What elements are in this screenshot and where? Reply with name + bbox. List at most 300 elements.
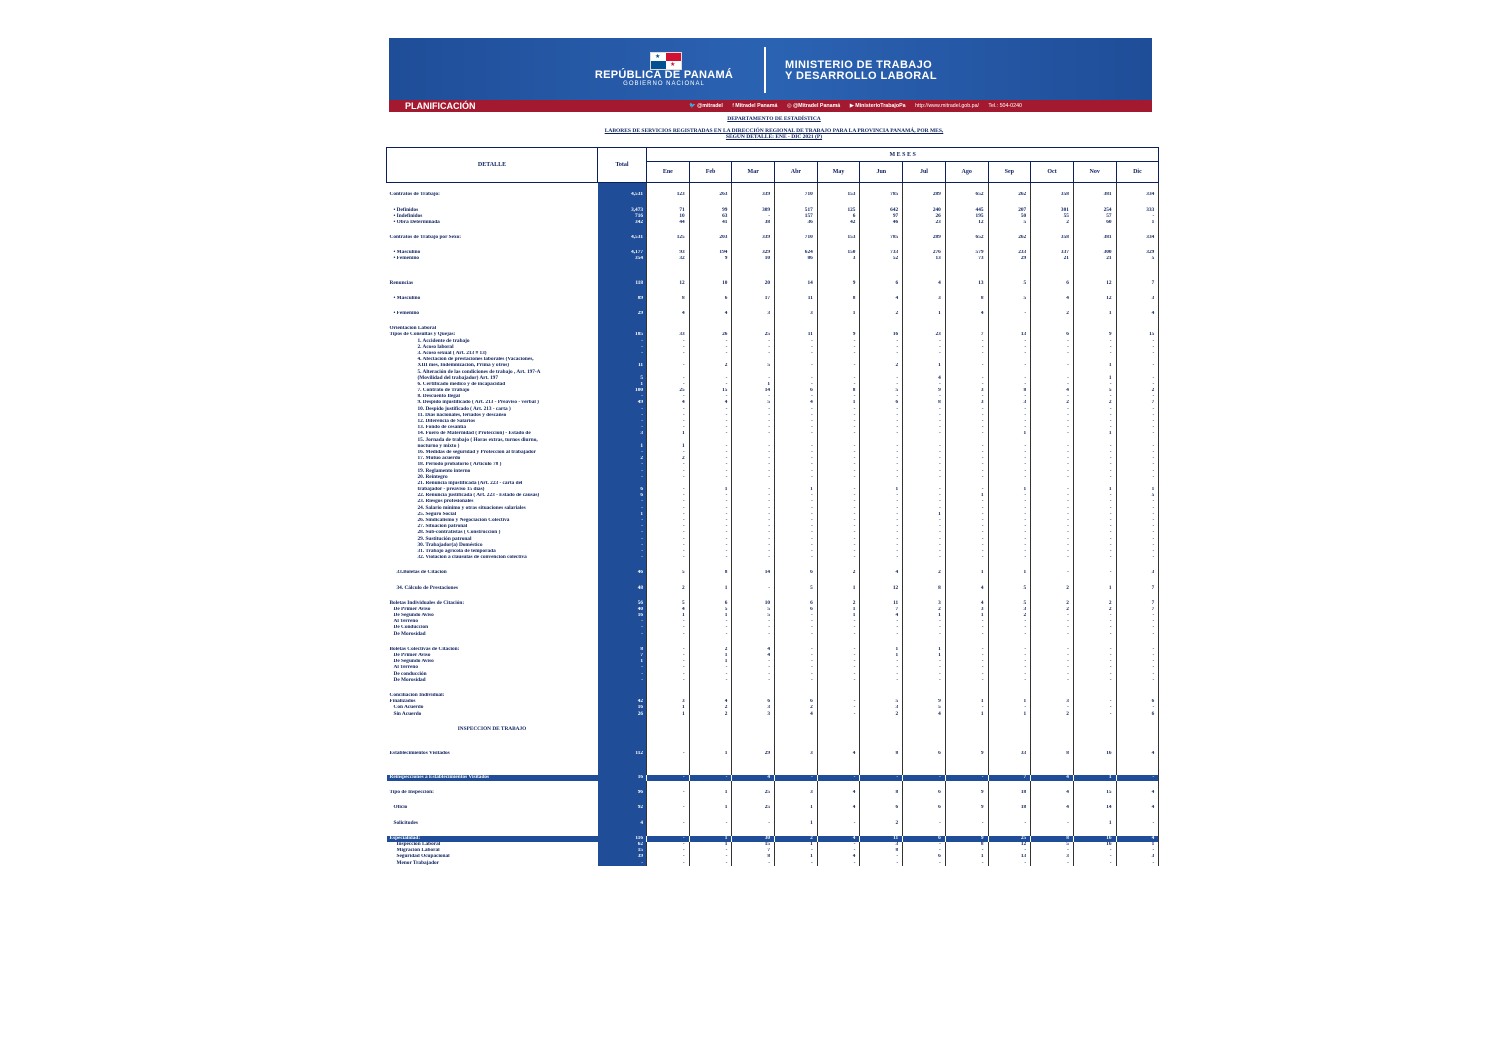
month-cell: - (732, 585, 775, 591)
spacer-cell (387, 561, 598, 570)
month-cell: 5 (988, 296, 1031, 302)
month-cell: - (1031, 536, 1074, 542)
month-cell: - (988, 631, 1031, 637)
table-row (387, 198, 1159, 207)
month-cell: - (689, 468, 732, 474)
facebook-link[interactable]: f Mitradel Panamá (732, 103, 778, 109)
spacer-cell (387, 796, 598, 805)
month-cell: 1 (689, 585, 732, 591)
total-cell: - (598, 344, 647, 350)
spacer-cell (903, 302, 946, 311)
month-cell: - (732, 338, 775, 344)
month-cell: 5 (988, 280, 1031, 286)
month-cell: - (647, 394, 690, 400)
month-cell: 4 (689, 699, 732, 705)
total-cell: - (598, 530, 647, 536)
month-cell: - (689, 493, 732, 499)
month-cell: - (732, 413, 775, 419)
total-cell: 96 (598, 790, 647, 796)
row-label: Oficio (393, 805, 408, 811)
spacer-cell (647, 561, 690, 570)
month-cell: - (647, 425, 690, 431)
spacer-cell (817, 183, 860, 193)
month-cell: 9 (945, 805, 988, 811)
row-label: Solicitudes (393, 820, 418, 826)
spacer-cell (1031, 302, 1074, 311)
month-cell: 733 (860, 250, 903, 256)
month-cell: 46 (860, 220, 903, 226)
month-cell: - (647, 518, 690, 524)
month-cell: - (817, 631, 860, 637)
spacer-cell (945, 561, 988, 570)
spacer-cell (1116, 271, 1159, 280)
month-cell: - (988, 555, 1031, 561)
month-cell: - (817, 456, 860, 462)
spacer-cell (817, 287, 860, 296)
month-cell: - (903, 619, 946, 625)
month-cell: - (1031, 860, 1074, 866)
total-cell: 11 (598, 363, 647, 369)
month-cell: 1 (775, 854, 818, 860)
month-cell: - (817, 699, 860, 705)
month-cell: 2 (1073, 400, 1116, 406)
spacer-cell (647, 302, 690, 311)
month-cell: 579 (945, 250, 988, 256)
month-cell: 240 (903, 207, 946, 213)
row-label: • Definidos (393, 207, 419, 213)
month-header-jul: Jul (903, 162, 946, 183)
month-cell: 5 (1116, 256, 1159, 262)
month-cell: - (945, 450, 988, 456)
month-cell: 1 (817, 613, 860, 619)
month-cell: - (1031, 820, 1074, 826)
month-cell: - (817, 647, 860, 653)
month-cell: 1 (903, 311, 946, 317)
spacer-cell (732, 262, 775, 271)
spacer-cell (817, 638, 860, 647)
website-link[interactable]: http://www.mitradel.gob.pa/ (915, 103, 979, 109)
detalle-header: DETALLE (387, 148, 598, 183)
spacer-cell (1116, 241, 1159, 250)
month-cell: 55 (1031, 213, 1074, 219)
month-cell: - (1031, 555, 1074, 561)
row-label: XIII mes, Indemnización, Prima y otros) (417, 363, 510, 369)
month-cell: 262 (988, 192, 1031, 198)
spacer-cell (387, 262, 598, 271)
spacer-cell (1073, 796, 1116, 805)
month-cell: - (732, 860, 775, 866)
spacer-cell (903, 733, 946, 742)
month-cell: 2 (1031, 311, 1074, 317)
social-links (689, 100, 1030, 112)
month-cell: - (1116, 468, 1159, 474)
spacer-cell (860, 717, 903, 726)
month-cell: - (647, 351, 690, 357)
month-cell: - (647, 363, 690, 369)
table-row (387, 287, 1159, 296)
row-label: 17. Mutuo acuerdo (417, 455, 461, 462)
month-cell: 5 (647, 600, 690, 606)
spacer-cell (903, 766, 946, 775)
spacer-cell (945, 262, 988, 271)
spacer-cell (647, 317, 690, 326)
month-cell: - (732, 555, 775, 561)
row-label: Sin Acuerdo (393, 711, 422, 717)
month-cell: - (775, 468, 818, 474)
month-cell: - (1116, 474, 1159, 480)
month-cell: 4 (689, 400, 732, 406)
spacer-cell (1073, 241, 1116, 250)
month-cell: 2 (1031, 607, 1074, 613)
row-label: 7. Contrato de Trabajo (417, 387, 470, 394)
month-header-abr: Abr (775, 162, 818, 183)
month-cell: 52 (860, 256, 903, 262)
month-cell: - (775, 860, 818, 866)
month-cell: - (860, 462, 903, 468)
month-cell: - (647, 677, 690, 683)
month-cell: 7 (1116, 585, 1159, 591)
month-cell: - (945, 394, 988, 400)
spacer-cell (598, 317, 647, 326)
month-cell: - (775, 425, 818, 431)
month-cell: - (1073, 536, 1116, 542)
spacer-cell (1031, 781, 1074, 790)
month-cell: - (988, 647, 1031, 653)
month-cell: - (817, 344, 860, 350)
spacer-cell (387, 638, 598, 647)
month-cell: - (903, 659, 946, 665)
spacer-cell (1116, 781, 1159, 790)
month-cell: 153 (817, 235, 860, 241)
month-cell: - (689, 512, 732, 518)
month-cell: - (775, 363, 818, 369)
month-cell: 1 (988, 431, 1031, 437)
total-cell: 342 (598, 220, 647, 226)
month-cell: - (817, 653, 860, 659)
row-label: Contratos de Trabajo por Sexo: (389, 234, 462, 241)
month-cell: 6 (860, 805, 903, 811)
month-cell: - (1073, 555, 1116, 561)
month-cell: - (1073, 860, 1116, 866)
month-cell: - (903, 848, 946, 854)
month-cell: - (1116, 505, 1159, 511)
month-cell: - (775, 443, 818, 449)
spacer-cell (988, 757, 1031, 766)
month-cell: - (860, 338, 903, 344)
month-cell: - (689, 631, 732, 637)
spacer-cell (1116, 757, 1159, 766)
spacer-cell (775, 561, 818, 570)
month-cell: 2 (1031, 600, 1074, 606)
spacer-cell (860, 811, 903, 820)
month-cell: - (817, 775, 860, 781)
total-cell: 1 (598, 443, 647, 449)
month-cell: 44 (647, 220, 690, 226)
spacer-cell (860, 766, 903, 775)
month-cell: 12 (1073, 296, 1116, 302)
month-cell: - (903, 625, 946, 631)
month-cell: - (647, 790, 690, 796)
month-cell: 2 (988, 613, 1031, 619)
row-label: Al Terreno (393, 665, 418, 671)
month-cell: 339 (732, 235, 775, 241)
spacer-cell (1116, 733, 1159, 742)
month-cell: 6 (775, 600, 818, 606)
month-cell: - (817, 351, 860, 357)
month-cell: - (732, 462, 775, 468)
month-cell: - (988, 505, 1031, 511)
month-cell: - (945, 474, 988, 480)
month-cell: - (1116, 512, 1159, 518)
spacer-cell (387, 271, 598, 280)
row-label: Renuncias (389, 280, 414, 286)
youtube-link[interactable]: ▶ MinisterioTrabajoPa (849, 103, 906, 109)
row-label: 29. Sustitución patronal (417, 536, 472, 542)
spacer-cell (647, 827, 690, 836)
month-cell: - (860, 549, 903, 555)
month-cell: - (775, 677, 818, 683)
row-label: 2. Acoso laboral (417, 344, 454, 350)
spacer-cell (817, 684, 860, 693)
spacer-cell (647, 226, 690, 235)
month-header-feb: Feb (689, 162, 732, 183)
month-cell: 4 (1031, 388, 1074, 394)
month-cell: 11 (775, 296, 818, 302)
total-cell: - (598, 671, 647, 677)
month-cell: - (988, 860, 1031, 866)
table-row (387, 860, 1159, 866)
month-cell: 41 (689, 220, 732, 226)
month-cell: - (817, 705, 860, 711)
month-cell: - (732, 351, 775, 357)
spacer-cell (1031, 576, 1074, 585)
month-cell: - (988, 512, 1031, 518)
month-cell: - (860, 555, 903, 561)
month-cell: 6 (775, 388, 818, 394)
month-cell: - (647, 406, 690, 412)
month-cell: - (647, 413, 690, 419)
month-cell: 7 (860, 607, 903, 613)
spacer-cell (1073, 317, 1116, 326)
spacer-cell (387, 757, 598, 766)
month-cell: - (1031, 677, 1074, 683)
total-header: Total (598, 148, 647, 183)
month-cell: - (988, 499, 1031, 505)
month-cell: - (1073, 338, 1116, 344)
spacer-cell (689, 576, 732, 585)
table-row (387, 591, 1159, 600)
month-cell: 16 (1073, 836, 1116, 842)
month-cell: 14 (775, 280, 818, 286)
month-cell: - (732, 505, 775, 511)
row-label: Especialidad: (387, 836, 598, 842)
month-cell: - (1031, 505, 1074, 511)
month-cell: - (988, 311, 1031, 317)
month-cell: - (689, 413, 732, 419)
spacer-cell (988, 576, 1031, 585)
month-cell: 3 (1031, 854, 1074, 860)
total-cell: - (598, 518, 647, 524)
month-cell: 7 (732, 848, 775, 854)
spacer-cell (775, 757, 818, 766)
month-cell: - (1031, 631, 1074, 637)
spacer-cell (988, 733, 1031, 742)
total-cell: - (598, 468, 647, 474)
spacer-cell (647, 757, 690, 766)
table-row (387, 262, 1159, 271)
month-cell: - (988, 820, 1031, 826)
month-cell: - (1031, 625, 1074, 631)
month-cell: 4 (817, 854, 860, 860)
month-cell: 445 (945, 207, 988, 213)
month-cell: 8 (945, 842, 988, 848)
month-cell: - (689, 536, 732, 542)
month-cell: 1 (775, 842, 818, 848)
spacer-cell (860, 317, 903, 326)
month-cell: - (1031, 665, 1074, 671)
instagram-link[interactable]: ◎ @Mitradel Panamá (786, 103, 841, 109)
month-cell: - (1073, 631, 1116, 637)
spacer-cell (598, 287, 647, 296)
month-cell: - (1116, 671, 1159, 677)
month-cell: - (817, 677, 860, 683)
month-cell: 642 (860, 207, 903, 213)
month-cell: - (775, 625, 818, 631)
month-cell: 15 (732, 842, 775, 848)
month-cell: 1 (817, 400, 860, 406)
total-cell: - (598, 555, 647, 561)
twitter-link[interactable]: 🐦 @mitradel (689, 103, 723, 109)
month-cell: 7 (1116, 600, 1159, 606)
month-cell: - (860, 375, 903, 381)
month-cell: - (817, 443, 860, 449)
month-cell: - (1073, 468, 1116, 474)
spacer-cell (1073, 733, 1116, 742)
month-cell: 5 (732, 607, 775, 613)
month-cell: 3 (860, 842, 903, 848)
spacer-cell (945, 684, 988, 693)
total-cell: 5 (598, 375, 647, 381)
spacer-cell (1031, 198, 1074, 207)
month-cell: - (732, 524, 775, 530)
spacer-cell (1031, 733, 1074, 742)
spacer-cell (903, 287, 946, 296)
spacer-cell (1073, 591, 1116, 600)
spacer-cell (903, 638, 946, 647)
month-cell: 1 (1073, 820, 1116, 826)
total-cell: - (598, 524, 647, 530)
month-cell: - (945, 820, 988, 826)
spacer-cell (1116, 717, 1159, 726)
month-cell: 153 (817, 192, 860, 198)
month-cell: 4 (903, 375, 946, 381)
month-cell: - (775, 351, 818, 357)
month-cell: 4 (1031, 805, 1074, 811)
month-cell: 23 (903, 220, 946, 226)
month-cell: 3 (988, 400, 1031, 406)
month-cell: - (988, 344, 1031, 350)
month-cell: 334 (1116, 235, 1159, 241)
month-cell: - (1116, 536, 1159, 542)
spacer-cell (1116, 684, 1159, 693)
row-label: 20. Reintegro (417, 474, 448, 480)
spacer-cell (860, 198, 903, 207)
spacer-cell (732, 827, 775, 836)
panama-flag-icon: ★ ★ (650, 52, 682, 70)
month-cell: - (860, 431, 903, 437)
month-cell: 16 (1073, 751, 1116, 757)
spacer-cell (1031, 317, 1074, 326)
month-cell: - (1073, 351, 1116, 357)
spacer-cell (817, 561, 860, 570)
month-cell: - (775, 413, 818, 419)
month-cell: - (1116, 338, 1159, 344)
month-cell: 2 (860, 820, 903, 826)
month-cell: - (945, 625, 988, 631)
spacer-cell (988, 561, 1031, 570)
total-cell: 1 (598, 512, 647, 518)
month-cell: 5 (732, 363, 775, 369)
total-cell: 40 (598, 607, 647, 613)
month-cell: 4 (1116, 751, 1159, 757)
spacer-cell (647, 638, 690, 647)
month-cell: 8 (945, 296, 988, 302)
month-cell: 13 (988, 854, 1031, 860)
total-cell: 39 (598, 854, 647, 860)
month-cell: - (1031, 619, 1074, 625)
month-cell: - (1116, 549, 1159, 555)
spacer-cell (775, 198, 818, 207)
total-cell: 42 (598, 699, 647, 705)
month-cell: 3 (945, 388, 988, 394)
month-cell: 9 (903, 699, 946, 705)
spacer-cell (598, 757, 647, 766)
row-label: 6. Certificado médico y de incapacidad (417, 381, 506, 387)
spacer-cell (945, 827, 988, 836)
month-cell: - (1031, 570, 1074, 576)
spacer-cell (988, 827, 1031, 836)
month-cell: - (860, 425, 903, 431)
month-cell: - (860, 860, 903, 866)
month-cell: - (903, 462, 946, 468)
month-cell: - (988, 443, 1031, 449)
spacer-cell (647, 241, 690, 250)
month-cell: 2 (860, 711, 903, 717)
month-cell: - (903, 443, 946, 449)
month-header-sep: Sep (988, 162, 1031, 183)
month-cell: - (860, 542, 903, 548)
month-cell: 4 (732, 653, 775, 659)
month-cell: - (775, 344, 818, 350)
spacer-cell (860, 781, 903, 790)
spacer-cell (775, 796, 818, 805)
month-cell: - (945, 518, 988, 524)
spacer-cell (817, 262, 860, 271)
month-cell: 29 (732, 751, 775, 757)
spacer-cell (689, 742, 732, 751)
month-cell: 14 (1073, 805, 1116, 811)
month-cell: 50 (988, 213, 1031, 219)
spacer-cell (1116, 576, 1159, 585)
month-cell: - (775, 456, 818, 462)
month-cell: - (903, 524, 946, 530)
month-header-may: May (817, 162, 860, 183)
month-cell: 6 (903, 836, 946, 842)
month-cell: 1 (732, 382, 775, 388)
month-cell: - (689, 518, 732, 524)
month-cell: - (817, 338, 860, 344)
spacer-cell (1031, 262, 1074, 271)
